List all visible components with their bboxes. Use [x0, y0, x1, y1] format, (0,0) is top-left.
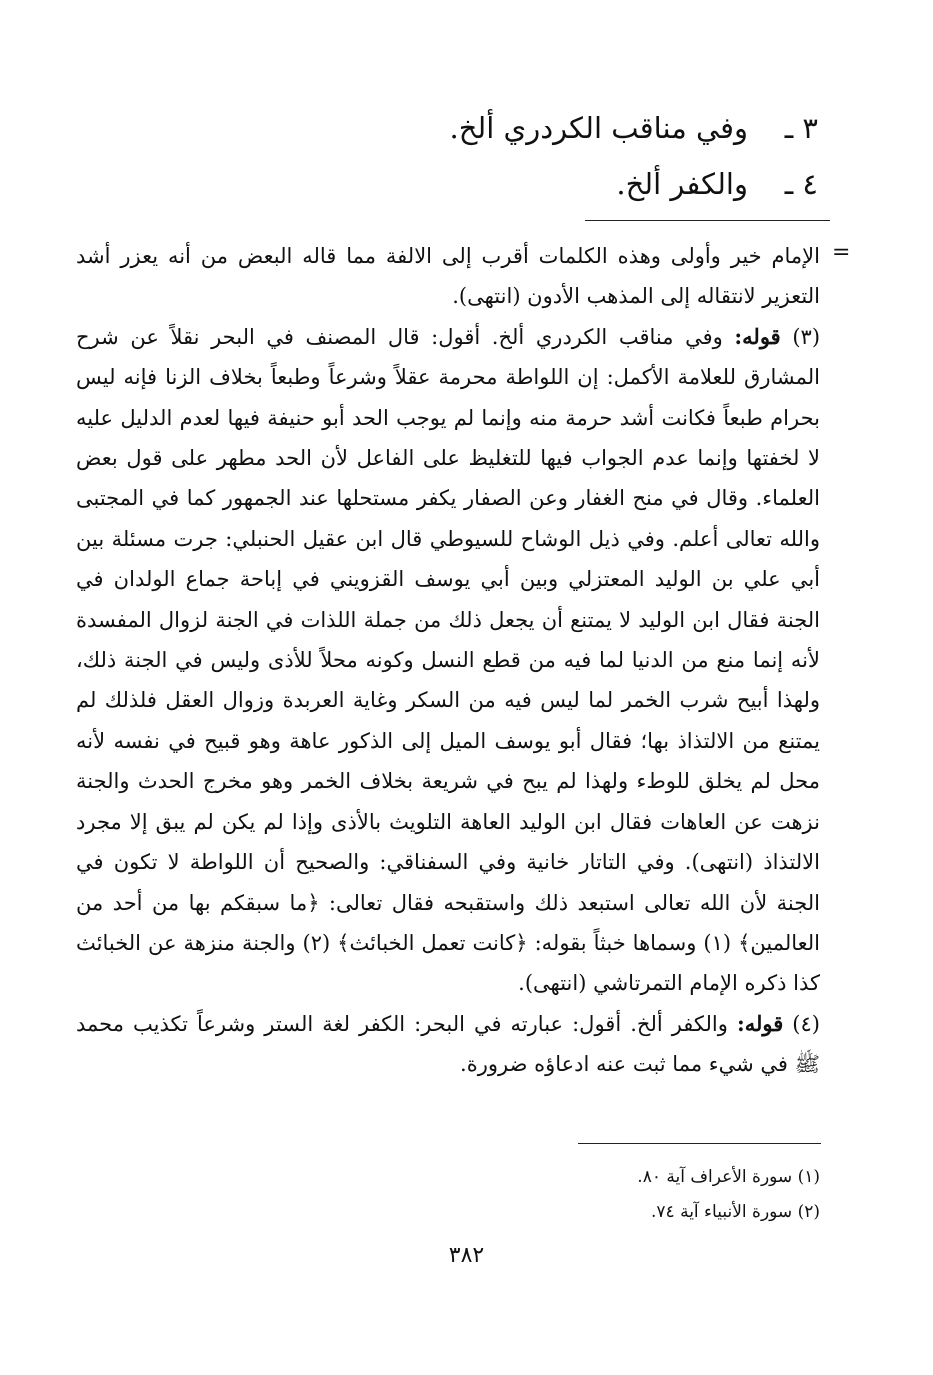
note-number: (٣)	[792, 324, 821, 349]
item-text: والكفر ألخ.	[616, 167, 748, 201]
reference-item: (٢) سورة الأنبياء آية ٧٤.	[651, 1202, 820, 1222]
item-number: ٤ ـ	[784, 167, 818, 201]
main-item	[398, 100, 818, 156]
quran-references	[420, 1160, 820, 1230]
reference-item: (١) سورة الأعراف آية ٨٠.	[637, 1167, 820, 1187]
note-4	[76, 1004, 820, 1085]
continuation-marker: =	[832, 240, 851, 265]
main-item	[398, 156, 818, 212]
main-text-items	[398, 100, 818, 212]
note-3	[76, 317, 820, 1004]
references-separator	[578, 1143, 821, 1144]
note-number: (٤)	[792, 1011, 820, 1036]
page-number: ٣٨٢	[448, 1243, 485, 1268]
item-text: وفي مناقب الكردري ألخ.	[449, 111, 748, 145]
note-text: والكفر ألخ. أقول: عبارته في البحر: الكفر لغة الستر وشرعاً تكذيب محمد ﷺ في شيء مما ثبت عنه ادعاؤه ضرورة.	[76, 1011, 820, 1077]
note-continuation: الإمام خير وأولى وهذه الكلمات أقرب إلى الالفة مما قاله البعض من أنه يعزر أشد التعزير لانتقاله إلى المذهب الأدون (انتهى).	[76, 244, 820, 309]
item-number: ٣ ـ	[784, 111, 818, 145]
commentary-notes	[76, 236, 820, 1085]
note-lead: قوله:	[736, 1010, 784, 1036]
footnote-separator	[585, 220, 830, 221]
note-text: وفي مناقب الكردري ألخ. أقول: قال المصنف في البحر نقلاً عن شرح المشارق للعلامة الأكمل: إن اللواطة محرمة عقلاً وشرعاً وطبعاً بخلاف الزنا فإنه ليس بحرام طبعاً فكانت أشد حرمة منه وإنما لم يوجب الحد أبو حنيفة فيها لعدم الدليل عليه لا لخفتها وإنما عدم الجواب فيها للتغليظ على الفاعل لأن الحد مطهر على قول بعض العلماء. وقال في منح الغفار وعن الصفار يكفر مستحلها عند الجمهور كما في المجتبى والله تعالى أعلم. وفي ذيل الوشاح للسيوطي قال ابن عقيل الحنبلي: جرت مسئلة بين أبي علي بن الوليد المعتزلي وبين أبي يوسف القزويني في إباحة جماع الولدان في الجنة فقال ابن الوليد لا يمتنع أن يجعل ذلك من جملة اللذات في الجنة لزوال المفسدة لأنه إنما منع من الدنيا لما فيه من قطع النسل وكونه محلاً للأذى وليس في الجنة ذلك، ولهذا أبيح شرب الخمر لما ليس فيه من السكر وغاية العربدة وزوال العقل فلذلك لم يمتنع من الالتذاذ بها؛ فقال أبو يوسف الميل إلى الذكور عاهة وهو قبيح في نفسه لأنه محل لم يخلق للوطء ولهذا لم يبح في شريعة بخلاف الخمر وهو مخرج الحدث والجنة نزهت عن العاهات فقال ابن الوليد العاهة التلويث بالأذى وإذا لم يكن لم يبق إلا مجرد الالتذاذ (انتهى). وفي التاتار خانية وفي السفناقي: والصحيح أن اللواطة لا تكون في الجنة لأن الله تعالى استبعد ذلك واستقبحه فقال تعالى: ﴿ما سبقكم بها من أحد من العالمين﴾ (١) وسماها خبثاً بقوله: ﴿كانت تعمل الخبائث﴾ (٢) والجنة منزهة عن الخبائث كذا ذكره الإمام التمرتاشي (انتهى).	[76, 324, 820, 996]
note-lead: قوله:	[734, 323, 781, 349]
